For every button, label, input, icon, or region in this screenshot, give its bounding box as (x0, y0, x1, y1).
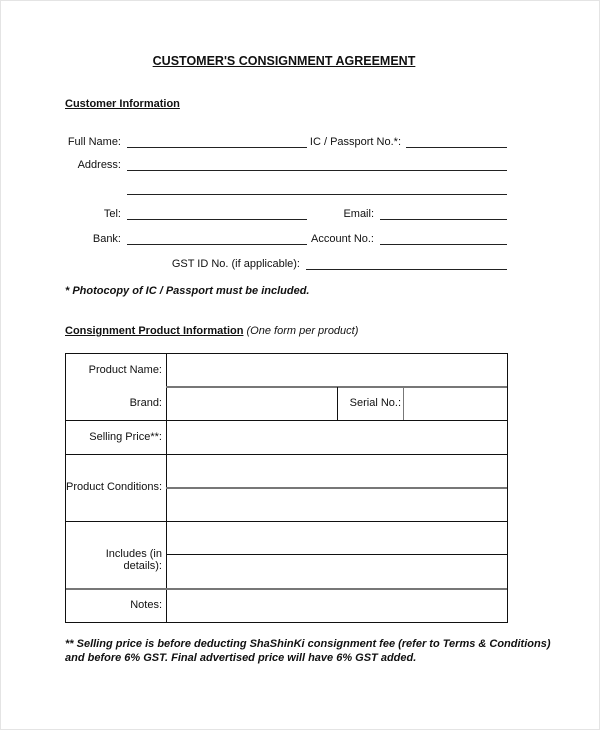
product-conditions-label: Product Conditions: (66, 481, 162, 493)
product-info-subheading: (One form per product) (246, 325, 359, 337)
customer-info-heading: Customer Information (65, 98, 180, 110)
includes-field[interactable] (168, 522, 507, 588)
account-label: Account No.: (311, 233, 374, 245)
address-field-line-1[interactable] (127, 170, 507, 171)
bank-field[interactable] (127, 244, 307, 245)
full-name-field[interactable] (127, 147, 307, 148)
full-name-label: Full Name: (67, 136, 121, 148)
email-field[interactable] (380, 219, 507, 220)
selling-price-footnote-line-1: ** Selling price is before deducting ShaShinKi consignment fee (refer to Terms & Conditions) (65, 638, 551, 650)
notes-label: Notes: (130, 599, 162, 611)
product-info-heading-row (65, 325, 358, 337)
product-name-label: Product Name: (88, 364, 162, 376)
selling-price-field[interactable] (168, 421, 507, 454)
gst-field[interactable] (306, 269, 507, 270)
selling-price-label: Selling Price**: (89, 431, 162, 443)
product-info-heading: Consignment Product Information (65, 325, 244, 337)
address-field-line-2[interactable] (127, 194, 507, 195)
product-conditions-field[interactable] (168, 455, 507, 521)
selling-price-footnote-line-2: and before 6% GST. Final advertised price will have 6% GST added. (65, 652, 417, 664)
tel-label: Tel: (103, 208, 121, 220)
photocopy-note: * Photocopy of IC / Passport must be included. (65, 285, 310, 297)
brand-label: Brand: (129, 397, 162, 409)
account-field[interactable] (380, 244, 507, 245)
ic-passport-label: IC / Passport No.*: (309, 136, 401, 148)
product-name-field[interactable] (168, 354, 507, 386)
serial-label: Serial No.: (349, 397, 401, 409)
product-info-table (65, 353, 508, 623)
ic-passport-field[interactable] (406, 147, 507, 148)
brand-field[interactable] (168, 388, 336, 420)
address-label: Address: (77, 159, 121, 171)
tel-field[interactable] (127, 219, 307, 220)
email-label: Email: (343, 208, 374, 220)
serial-field[interactable] (405, 388, 507, 420)
includes-label: Includes (in details): (105, 548, 162, 572)
page-title: CUSTOMER'S CONSIGNMENT AGREEMENT (152, 54, 416, 68)
bank-label: Bank: (92, 233, 121, 245)
gst-label: GST ID No. (if applicable): (171, 258, 300, 270)
notes-field[interactable] (168, 589, 507, 622)
